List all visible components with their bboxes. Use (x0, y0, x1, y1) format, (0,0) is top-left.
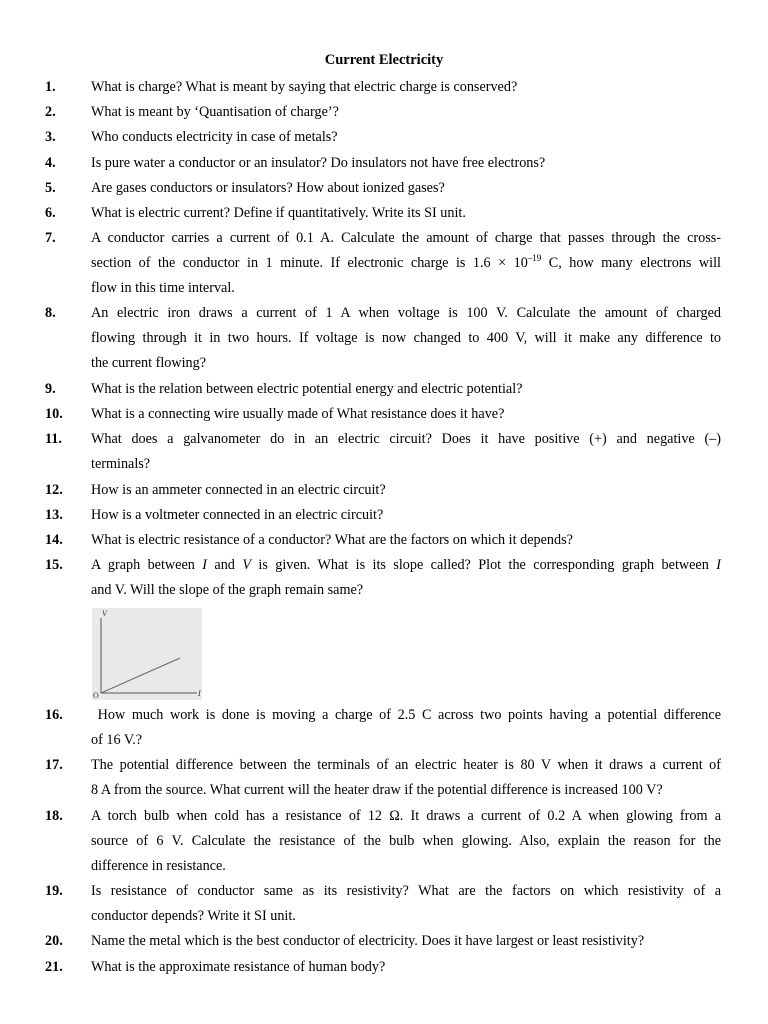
question-text: What is meant by ‘Quantisation of charge’? (91, 104, 339, 120)
question-number: 19. (45, 883, 63, 899)
question-number: 10. (45, 406, 63, 422)
question-number: 21. (45, 959, 63, 975)
question-text: What is the approximate resistance of human body? (91, 959, 386, 975)
question-text: A conductor carries a current of 0.1 A. Calculate the amount of charge that passes through the cross- section of the conductor in 1 minute. If electronic charge is $1.6 \times 10^{-19}$ C, how many electrons will flow in this time interval. (91, 230, 721, 297)
question-text: What does a galvanometer do in an electric circuit? Does it have positive (+) and negative (–) terminals? (91, 431, 721, 473)
question-number: 1. (45, 79, 56, 95)
question-text: How is a voltmeter connected in an electric circuit? (91, 507, 384, 523)
question-text: What is charge? What is meant by saying that electric charge is conserved? (91, 79, 518, 95)
graph-line (101, 658, 180, 693)
question-number: 9. (45, 381, 56, 397)
question-text: Name the metal which is the best conductor of electricity. Does it have largest or least resistivity? (91, 933, 645, 949)
question-text: The potential difference between the terminals of an electric heater is 80 V when it draws a current of 8 A from the source. What current will the heater draw if the potential difference is increased 100 V? (91, 757, 721, 799)
question-text: How much work is done is moving a charge of 2.5 C across two points having a potential difference of 16 V.? (91, 707, 721, 749)
question-text: What is electric resistance of a conductor? What are the factors on which it depends? (91, 532, 573, 548)
question-number: 6. (45, 205, 56, 221)
question-text: What is a connecting wire usually made of What resistance does it have? (91, 406, 505, 422)
question-text: How is an ammeter connected in an electric circuit? (91, 482, 386, 498)
question-number: 20. (45, 933, 63, 949)
question-number: 5. (45, 180, 56, 196)
origin-label: O (93, 691, 99, 700)
question-text: Who conducts electricity in case of metals? (91, 129, 338, 145)
question-number: 7. (45, 230, 56, 246)
y-axis-label: V (102, 609, 107, 618)
question-number: 17. (45, 757, 63, 773)
question-number: 15. (45, 557, 63, 573)
question-text: What is the relation between electric potential energy and electric potential? (91, 381, 523, 397)
page-title: Current Electricity (324, 52, 444, 68)
vi-graph-figure (92, 608, 202, 700)
x-axis-label: I (198, 689, 201, 698)
question-number: 16. (45, 707, 63, 723)
vi-graph (92, 608, 202, 700)
question-text: Is pure water a conductor or an insulator? Do insulators not have free electrons? (91, 155, 546, 171)
question-number: 11. (45, 431, 62, 447)
question-text: What is electric current? Define if quantitatively. Write its SI unit. (91, 205, 466, 221)
question-number: 13. (45, 507, 63, 523)
question-text: An electric iron draws a current of 1 A when voltage is 100 V. Calculate the amount of charged flowing through it in two hours. If voltage is now changed to 400 V, will it make any difference to the current flowing? (91, 305, 721, 372)
question-text: A torch bulb when cold has a resistance of 12 Ω. It draws a current of 0.2 A when glowing from a source of 6 V. Calculate the resistance of the bulb when glowing. Also, explain the reason for the difference in resistance. (91, 808, 721, 875)
question-number: 3. (45, 129, 56, 145)
question-number: 18. (45, 808, 63, 824)
question-number: 4. (45, 155, 56, 171)
question-number: 12. (45, 482, 63, 498)
question-text: Is resistance of conductor same as its resistivity? What are the factors on which resistivity of a conductor depends? Write it SI unit. (91, 883, 721, 925)
question-text: Are gases conductors or insulators? How about ionized gases? (91, 180, 445, 196)
question-number: 2. (45, 104, 56, 120)
question-text: A graph between I and V is given. What is its slope called? Plot the corresponding graph between I and V. Will the slope of the graph remain same? (91, 557, 721, 599)
question-number: 14. (45, 532, 63, 548)
question-number: 8. (45, 305, 56, 321)
